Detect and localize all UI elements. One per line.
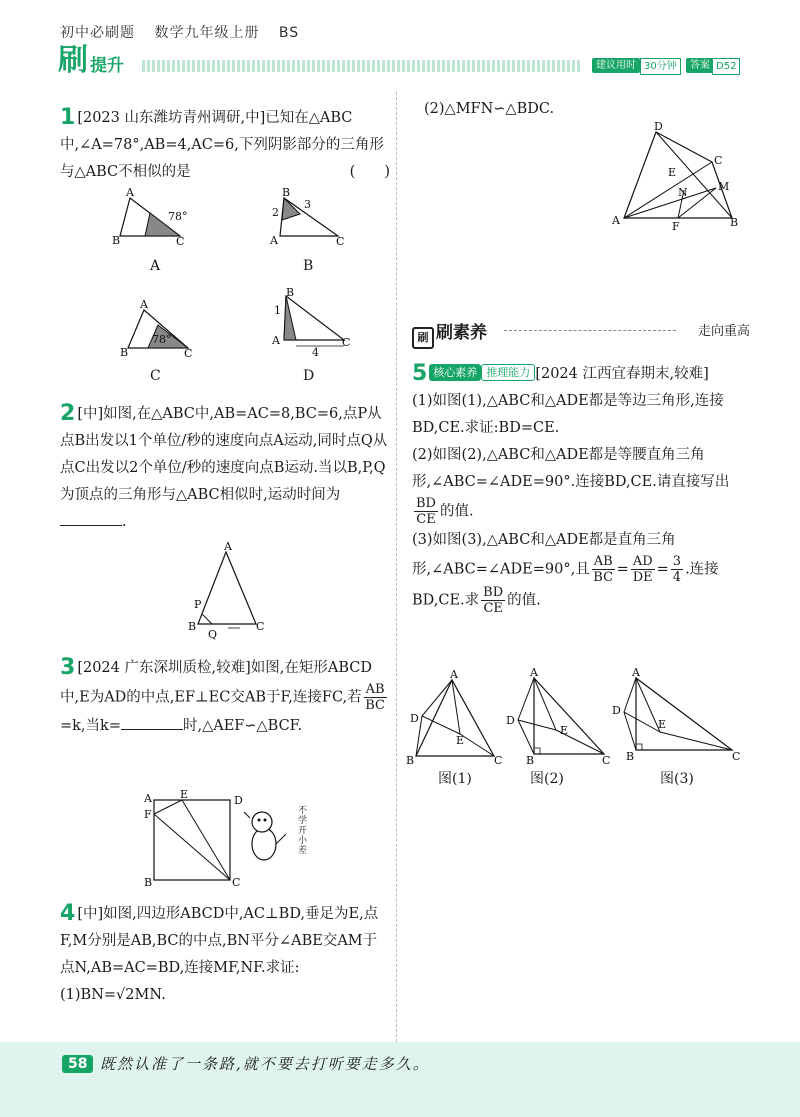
question-text: [2023 山东潍坊青州调研,中]已知在△ABC中,∠A=78°,AB=4,AC=6,下列阴影部分的三角形与△ABC不相似的是 — [60, 110, 384, 180]
svg-text:A: A — [270, 234, 278, 247]
svg-text:D: D — [506, 714, 515, 727]
svg-text:4: 4 — [312, 346, 319, 359]
side-note: 不学开小差 — [298, 806, 308, 856]
svg-text:A: A — [126, 186, 134, 199]
header-dots — [142, 60, 582, 72]
q1-figure-c — [118, 300, 198, 360]
question-2: 2 [中]如图,在△ABC中,AB=AC=8,BC=6,点P从点B出发以1个单位/秒的速度向点A运动,同时点Q从点C出发以2个单位/秒的速度向点B运动.当以B,P,Q为顶点的三角形与△ABC相似时,运动时间为. — [60, 401, 388, 530]
svg-text:E: E — [658, 718, 667, 731]
svg-text:D: D — [654, 120, 663, 133]
svg-text:D: D — [410, 712, 419, 725]
brand-big: 刷 — [58, 43, 88, 78]
svg-text:A: A — [272, 334, 280, 347]
svg-text:F: F — [672, 220, 680, 233]
running-header — [60, 22, 313, 42]
question-5: 5 核心素养 推理能力 [2024 江西宜春期末,较难] (1)如图(1),△ABC和△ADE都是等边三角形,连接BD,CE.求证:BD=CE. (2)如图(2),△ABC和△ADE都是等腰直角三角形,∠ABC=∠ADE=90°.连接BD,CE.请直接写出 $\frac{BD}{CE}$ 的值. (3)如图(3),△ABC和△ADE都是直角三角形,∠ABC=∠ADE=90°,且 $\frac{AB}{BC}$ = $\frac{AD}{DE}$ = $\frac{3}{4}$ .连接BD,CE.求 $\frac{BD}{CE}$ 的值. — [412, 361, 730, 616]
svg-text:F: F — [144, 808, 152, 821]
question-number: 4 — [60, 901, 76, 926]
svg-text:C: C — [602, 754, 611, 767]
core-badge: 核心素养 — [429, 364, 481, 381]
section-tag: 走向重高 — [697, 324, 750, 339]
svg-text:A: A — [530, 666, 538, 679]
q4-figure — [612, 120, 742, 236]
svg-text:E: E — [456, 734, 465, 747]
part-1: (1)如图(1),△ABC和△ADE都是等边三角形,连接BD,CE.求证:BD=CE. — [412, 393, 724, 436]
question-1 — [60, 104, 390, 186]
book-title: 初中必刷题 — [60, 25, 135, 41]
svg-text:C: C — [494, 754, 503, 767]
question-number: 5 — [412, 361, 428, 386]
svg-text:C: C — [176, 235, 185, 248]
part-1: (1)BN=√2MN. — [60, 987, 166, 1003]
q2-figure — [188, 540, 268, 641]
svg-text:B: B — [730, 216, 739, 229]
svg-text:B: B — [626, 750, 635, 763]
answer-label: 答案 — [686, 58, 714, 73]
option-c: C — [150, 368, 161, 384]
svg-text:C: C — [232, 876, 241, 889]
svg-text:78°: 78° — [152, 333, 172, 346]
q5-figure-3 — [612, 666, 744, 763]
question-4-part-2: (2)△MFN∽△BDC. — [424, 101, 555, 117]
svg-text:C: C — [336, 235, 345, 248]
caption-fig-3: 图(3) — [660, 771, 694, 787]
question-4: 4 [中]如图,四边形ABCD中,AC⊥BD,垂足为E,点F,M分别是AB,BC的中点,BN平分∠ABE交AM于点N,AB=AC=BD,连接MF,NF.求证: (1)BN=√2MN. — [60, 901, 379, 1003]
answer-page: D52 — [712, 58, 740, 75]
motto: 既然认准了一条路,就不要去打听要走多久。 — [100, 1055, 430, 1073]
svg-text:2: 2 — [272, 206, 279, 219]
svg-text:D: D — [234, 794, 243, 807]
footer — [0, 1042, 800, 1117]
q1-figure-d — [270, 286, 351, 359]
column-divider — [396, 92, 397, 1052]
q5-figure-2 — [506, 666, 616, 767]
subject: 数学九年级上册 — [154, 25, 260, 41]
svg-text:A: A — [224, 540, 232, 553]
svg-text:C: C — [342, 336, 351, 349]
answer-blank[interactable] — [121, 715, 183, 730]
svg-text:3: 3 — [304, 198, 311, 211]
option-d: D — [303, 368, 315, 384]
q1-figure-a — [110, 188, 190, 248]
svg-text:B: B — [282, 186, 291, 199]
section-line — [504, 330, 676, 331]
option-b: B — [303, 258, 314, 274]
svg-text:A: A — [612, 214, 620, 227]
ability-badge: 推理能力 — [481, 364, 535, 381]
question-number: 1 — [60, 105, 76, 130]
caption-fig-2: 图(2) — [530, 771, 564, 787]
answer-blank[interactable] — [60, 511, 122, 526]
mascot-icon — [238, 804, 300, 868]
svg-text:B: B — [112, 234, 121, 247]
question-number: 2 — [60, 401, 76, 426]
edition: BS — [278, 25, 300, 41]
question-text: [中]如图,在△ABC中,AB=AC=8,BC=6,点P从点B出发以1个单位/秒的速度向点A运动,同时点Q从点C出发以2个单位/秒的速度向点B运动.当以B,P,Q为顶点的三角形与△ABC相似时,运动时间为 — [60, 406, 388, 503]
q3-figure — [142, 790, 252, 890]
option-a: A — [150, 258, 161, 274]
svg-text:M: M — [718, 180, 730, 193]
time-label: 建议用时 — [592, 58, 640, 73]
svg-text:1: 1 — [274, 304, 281, 317]
svg-text:C: C — [714, 154, 723, 167]
caption-fig-1: 图(1) — [438, 771, 472, 787]
section-title: 刷 刷素养 — [412, 318, 487, 349]
part-2: (2)如图(2),△ABC和△ADE都是等腰直角三角形,∠ABC=∠ADE=90°.连接BD,CE.请直接写出 — [412, 447, 730, 490]
q1-figure-b — [270, 188, 350, 248]
svg-text:A: A — [632, 666, 640, 679]
svg-text:C: C — [256, 620, 265, 633]
svg-text:A: A — [144, 792, 152, 805]
brand — [58, 43, 124, 78]
svg-text:B: B — [526, 754, 535, 767]
svg-text:B: B — [188, 620, 197, 633]
question-3: 3 [2024 广东深圳质检,较难]如图,在矩形ABCD中,E为AD的中点,EF⊥EC交AB于F,连接FC,若 $\frac{AB}{BC}$ =k,当k= 时,△AEF∽△BCF. — [60, 655, 385, 734]
svg-text:E: E — [560, 724, 569, 737]
svg-text:B: B — [144, 876, 153, 889]
svg-text:C: C — [184, 347, 193, 360]
svg-text:D: D — [612, 704, 621, 717]
answer-paren: ( ) — [349, 164, 390, 180]
svg-text:C: C — [732, 750, 741, 763]
brand-small: 提升 — [90, 56, 124, 76]
svg-text:Q: Q — [208, 628, 218, 641]
svg-text:N: N — [678, 186, 688, 199]
question-number: 3 — [60, 655, 76, 680]
svg-text:E: E — [668, 166, 677, 179]
page-number: 58 — [62, 1055, 93, 1073]
time-value: 30分钟 — [640, 58, 681, 75]
q5-figure-1 — [404, 668, 504, 767]
svg-text:B: B — [406, 754, 415, 767]
svg-text:P: P — [194, 598, 202, 611]
svg-text:A: A — [450, 668, 458, 681]
section-header — [412, 318, 750, 344]
svg-text:B: B — [286, 286, 295, 299]
svg-text:B: B — [120, 346, 129, 359]
svg-text:A: A — [140, 298, 148, 311]
fraction-ab-bc: $\frac{AB}{BC}$ — [365, 682, 385, 713]
svg-text:E: E — [180, 788, 189, 801]
angle-label: 78° — [168, 210, 188, 223]
part-3: (3)如图(3),△ABC和△ADE都是直角三角形,∠ABC=∠ADE=90°,且 — [412, 532, 676, 578]
